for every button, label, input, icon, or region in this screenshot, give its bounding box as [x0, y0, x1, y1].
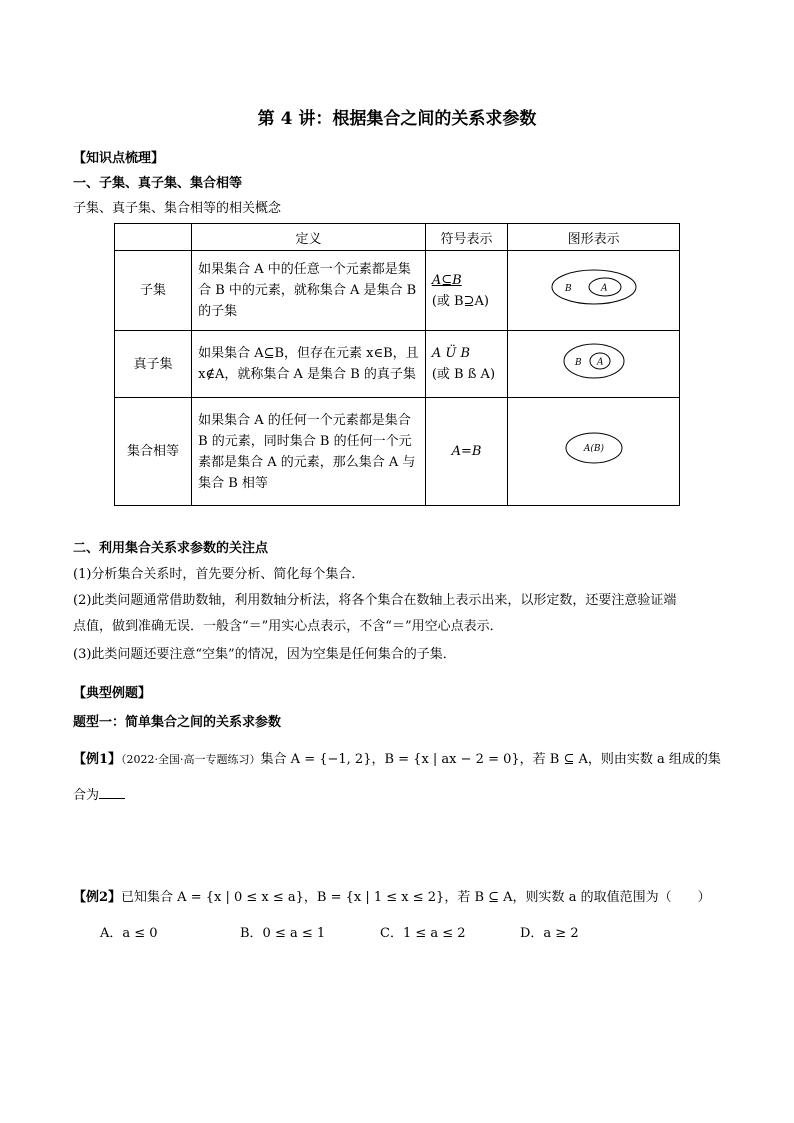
row-symbol [425, 251, 507, 331]
table-header-cell: 定义 [192, 224, 426, 251]
definition-line: 集合 B 相等 [198, 475, 268, 491]
inner-set-label: A [600, 283, 608, 294]
part2-point: 点值，做到准确无误．一般含“＝”用实心点表示，不含“＝”用空心点表示． [73, 619, 503, 634]
row-definition [192, 398, 426, 506]
concept-table [114, 223, 680, 506]
example2-tag: 【例2】 [73, 890, 122, 905]
option-b[interactable]: B．0 ≤ a ≤ 1 [240, 926, 326, 941]
definition-line: 合 B 中的元素，就称集合 A 是集合 B [198, 283, 417, 298]
type1-heading: 题型一：简单集合之间的关系求参数 [73, 715, 282, 730]
answer-blank[interactable] [99, 786, 125, 799]
example2-question [73, 886, 711, 905]
definition-line: x∉A，就称集合 A 是集合 B 的真子集 [198, 367, 416, 382]
table-row [115, 331, 680, 398]
example2-text: 已知集合 A = {x | 0 ≤ x ≤ a}，B = {x | 1 ≤ x ≤ 2}，若 B ⊆ A，则实数 a 的取值范围为（ ） [121, 890, 711, 905]
outer-set-label: B [574, 357, 582, 368]
part2-point: (3)此类问题还要注意“空集”的情况，因为空集是任何集合的子集． [73, 647, 456, 662]
part1-intro: 子集、真子集、集合相等的相关概念 [73, 201, 282, 216]
row-definition [192, 331, 426, 398]
row-name: 子集 [115, 251, 192, 331]
table-header-cell: 图形表示 [508, 224, 680, 251]
example1-line2 [73, 784, 125, 803]
symbol-line: (或 B ß A) [431, 367, 496, 382]
subset-venn-diagram [549, 267, 639, 307]
row-name: 集合相等 [115, 398, 192, 506]
example1-tag: 【例1】 [73, 752, 122, 767]
section-knowledge-heading: 【知识点梳理】 [73, 151, 165, 166]
option-d[interactable]: D．a ≥ 2 [520, 926, 579, 941]
definition-line: 的子集 [198, 304, 238, 319]
section-examples-heading: 【典型例题】 [73, 686, 152, 701]
symbol-line: A=B [451, 444, 482, 459]
row-diagram [508, 331, 680, 398]
table-header-cell [115, 224, 192, 251]
example1-source: （2022·全国·高一专题练习） [121, 753, 261, 766]
symbol-line: A⊆B [431, 272, 462, 288]
definition-line: 如果集合 A 的任何一个元素都是集合 [198, 412, 411, 428]
inner-set-label: A [596, 357, 604, 367]
option-a[interactable]: A．a ≤ 0 [100, 926, 158, 941]
symbol-line: A Ü B [431, 346, 471, 361]
outer-set-label: B [564, 284, 572, 294]
row-diagram [508, 398, 680, 506]
part2-point: (1)分析集合关系时，首先要分析、简化每个集合． [73, 567, 365, 582]
table-row [115, 251, 680, 331]
row-diagram [508, 251, 680, 331]
example1-line1 [73, 748, 721, 767]
row-symbol [425, 331, 507, 398]
definition-line: 如果集合 A⊆B，但存在元素 x∈B，且 [198, 346, 419, 361]
table-header-row [115, 224, 680, 251]
symbol-line: (或 B⊇A) [431, 293, 489, 309]
table-row [115, 398, 680, 506]
equal-set-diagram [549, 428, 639, 468]
proper-subset-venn-diagram [549, 341, 639, 381]
part1-heading: 一、子集、真子集、集合相等 [73, 176, 243, 191]
definition-line: 如果集合 A 中的任意一个元素都是集 [198, 262, 411, 277]
part2-point: (2)此类问题通常借助数轴，利用数轴分析法，将各个集合在数轴上表示出来，以形定数，还要注意验证端 [73, 593, 677, 608]
equal-set-label: A(B) [583, 444, 604, 454]
definition-line: 素都是集合 A 的元素，那么集合 A 与 [198, 454, 416, 470]
table-header-cell: 符号表示 [425, 224, 507, 251]
example1-text: 集合 A = {−1, 2}，B = {x | ax − 2 = 0}，若 B ⊆ A，则由实数 a 组成的集 [260, 752, 721, 767]
definition-line: B 的元素，同时集合 B 的任何一个元 [198, 433, 412, 449]
part2-heading: 二、利用集合关系求参数的关注点 [73, 541, 269, 556]
option-c[interactable]: C．1 ≤ a ≤ 2 [380, 926, 466, 941]
row-symbol [425, 398, 507, 506]
example1-text-end: 合为 [73, 788, 100, 803]
row-name: 真子集 [115, 331, 192, 398]
row-definition [192, 251, 426, 331]
page-title: 第 4 讲：根据集合之间的关系求参数 [257, 109, 537, 129]
